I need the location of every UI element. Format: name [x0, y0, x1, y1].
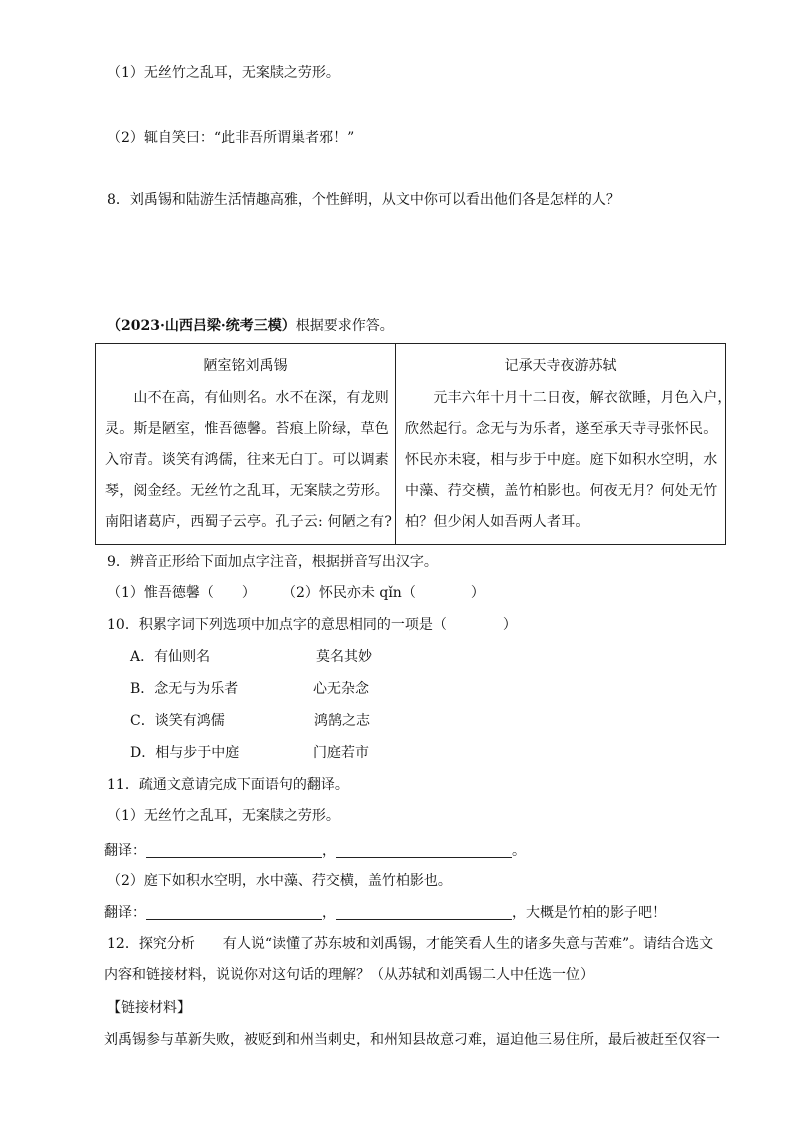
- blank-comma: ，: [322, 905, 336, 921]
- blank-comma: ，: [322, 843, 336, 859]
- question-12-line-2: 内容和链接材料，说说你对这句话的理解？（从苏轼和刘禹锡二人中任选一位）: [104, 967, 594, 983]
- passage-right-row: 元丰六年十月十二日夜，解衣欲睡，月色入户，: [405, 390, 732, 406]
- passage-left-row: 山不在高，有仙则名。水不在深，有龙则: [105, 390, 389, 406]
- passage-left-title: 陋室铭刘禹锡: [203, 358, 288, 374]
- option-a-pair: 莫名其妙: [316, 649, 372, 665]
- section-intro: [107, 316, 394, 336]
- question-9-part-2: [282, 583, 485, 603]
- link-material-text: 刘禹锡参与革新失败，被贬到和州当刺史，和州知县故意刁难，逼迫他三易住所，最后被赶至仅容一: [104, 1032, 720, 1048]
- translation-ending: ，大概是竹柏的影子吧！: [512, 905, 666, 921]
- passage-right-row: 中藻、荇交横，盖竹柏影也。何夜无月？何处无竹: [405, 483, 718, 499]
- option-d-label: D．相与步于中庭: [130, 745, 240, 761]
- question-11-stem: 11．疏通文意请完成下面语句的翻译。: [107, 777, 349, 793]
- option-d-pair: 门庭若市: [313, 745, 369, 761]
- passage-left-row: 琴，阅金经。无丝竹之乱耳，无案牍之劳形。: [105, 483, 389, 499]
- passage-left-row: 入帘青。谈笑有鸿儒，往来无白丁。可以调素: [105, 452, 389, 468]
- answer-blank[interactable]: [146, 903, 322, 920]
- passage-right-cell: [396, 344, 732, 544]
- question-11-part-2: （2）庭下如积水空明，水中藻、荇交横，盖竹柏影也。: [107, 873, 452, 889]
- answer-blank[interactable]: [146, 841, 322, 858]
- question-11-part-1: （1）无丝竹之乱耳，无案牍之劳形。: [107, 808, 340, 824]
- section-instruction: 根据要求作答。: [295, 318, 394, 334]
- option-c-label: C．谈笑有鸿儒: [130, 713, 225, 729]
- question-12-line-1: 12．探究分析 有人说“读懂了苏东坡和刘禹锡，才能笑看人生的诸多失意与苦难”。请结合选文: [107, 936, 714, 952]
- link-material-header: 【链接材料】: [107, 1000, 191, 1016]
- question-9-part-2-suffix: ）: [470, 585, 485, 601]
- translation-line-1: [104, 841, 526, 861]
- section-source: （2023·山西吕梁·统考三模）: [107, 318, 296, 334]
- passage-left-cell: [96, 344, 395, 544]
- translate-label: 翻译：: [104, 843, 146, 859]
- question-10-stem: 10．积累字词下列选项中加点字的意思相同的一项是（ ）: [107, 617, 517, 633]
- option-b-label: B．念无与为乐者: [130, 681, 239, 697]
- blank-period: 。: [512, 843, 526, 859]
- option-a-label: A．有仙则名: [130, 649, 211, 665]
- passage-left-row: 南阳诸葛庐，西蜀子云亭。孔子云: 何陋之有?: [105, 514, 393, 530]
- passage-right-row: 怀民亦未寝，相与步于中庭。庭下如积水空明，水: [405, 452, 718, 468]
- answer-blank[interactable]: [336, 841, 512, 858]
- prev-item-2: （2）辄自笑曰：“此非吾所谓巢者邪！”: [107, 130, 355, 146]
- passage-left-row: 灵。斯是陋室，惟吾德馨。苔痕上阶绿，草色: [105, 421, 389, 437]
- translation-line-2: [104, 903, 666, 923]
- passage-right-row: 欣然起行。念无与为乐者，遂至承天寺寻张怀民。: [405, 421, 718, 437]
- prev-item-1: （1）无丝竹之乱耳，无案牍之劳形。: [107, 65, 340, 81]
- question-8: 8．刘禹锡和陆游生活情趣高雅，个性鲜明，从文中你可以看出他们各是怎样的人？: [107, 192, 620, 208]
- option-c-pair: 鸿鹄之志: [314, 713, 370, 729]
- answer-blank[interactable]: [336, 903, 512, 920]
- passage-right-title: 记承天寺夜游苏轼: [504, 358, 617, 374]
- question-9-stem: 9．辨音正形给下面加点字注音，根据拼音写出汉字。: [107, 554, 438, 570]
- question-9-part-1: （1）惟吾德馨（ ）: [107, 585, 256, 601]
- option-b-pair: 心无杂念: [313, 681, 369, 697]
- passage-table: [95, 343, 732, 545]
- question-9-part-2-prefix: （2）怀民亦未 qǐn（: [282, 585, 416, 601]
- passage-right-row: 柏？但少闲人如吾两人者耳。: [405, 514, 590, 530]
- translate-label: 翻译：: [104, 905, 146, 921]
